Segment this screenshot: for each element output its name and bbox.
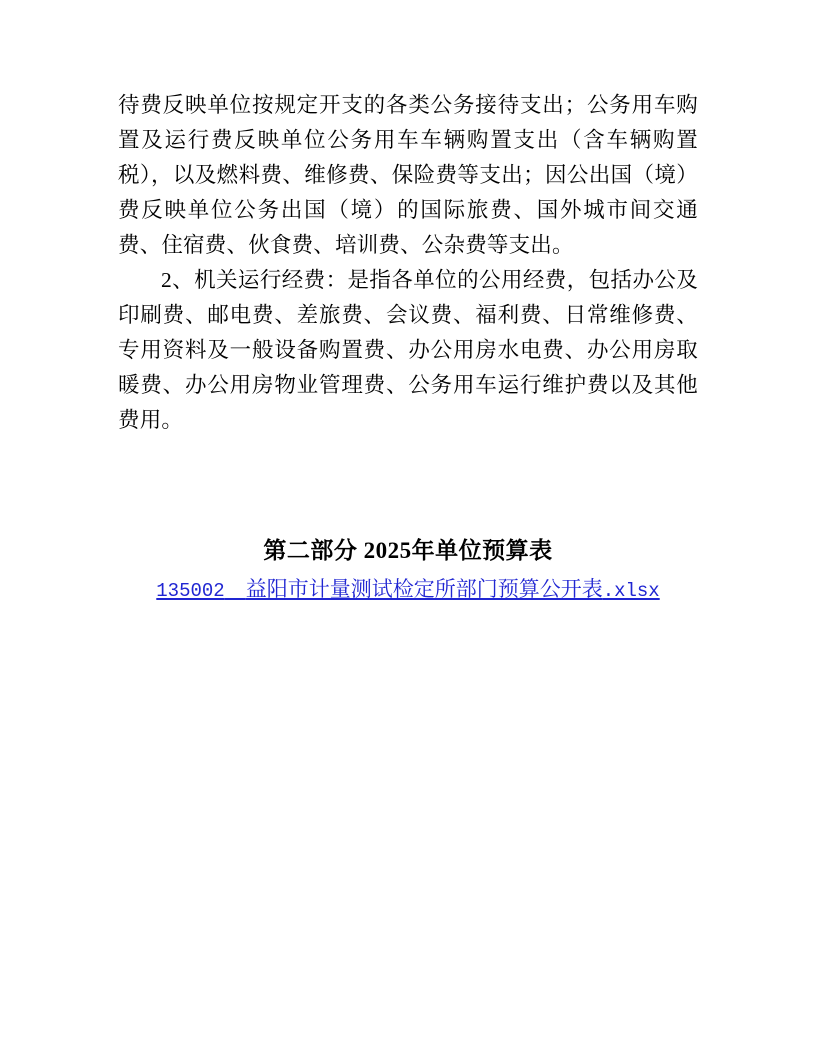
attachment-link-budget-table[interactable] bbox=[156, 577, 659, 601]
attachment-separator bbox=[225, 577, 246, 601]
section-heading-part-two: 第二部分 2025年单位预算表 bbox=[263, 538, 553, 563]
attachment-file-extension: .xlsx bbox=[602, 580, 660, 602]
attachment-row bbox=[118, 574, 698, 607]
section-spacer bbox=[118, 438, 698, 534]
attachment-file-name: 益阳市计量测试检定所部门预算公开表 bbox=[245, 577, 603, 601]
paragraph-operating-expenses: 2、机关运行经费：是指各单位的公用经费，包括办公及印刷费、邮电费、差旅费、会议费、福利费、日常维修费、专用资料及一般设备购置费、办公用房水电费、办公用房取暖费、办公用房物业管理费、公务用车运行维护费以及其他费用。 bbox=[118, 268, 698, 432]
document-body bbox=[118, 88, 698, 438]
paragraph-hospitality-expenses: 待费反映单位按规定开支的各类公务接待支出；公务用车购置及运行费反映单位公务用车车辆购置支出（含车辆购置税），以及燃料费、维修费、保险费等支出；因公出国（境）费反映单位公务出国（境）的国际旅费、国外城市间交通费、住宿费、伙食费、培训费、公杂费等支出。 bbox=[118, 93, 698, 257]
attachment-file-code: 135002 bbox=[156, 580, 225, 602]
